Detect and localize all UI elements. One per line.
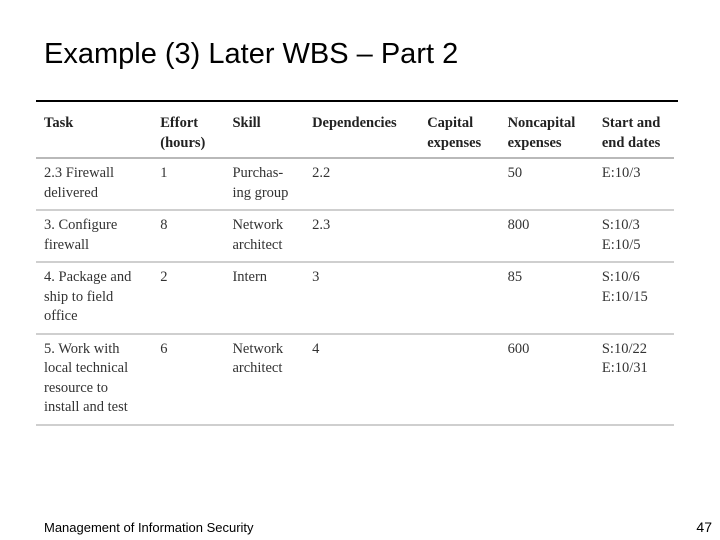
- cell-task: [36, 158, 152, 210]
- task-line: ship to field: [44, 288, 114, 305]
- skill-line: ing group: [232, 184, 289, 201]
- header-noncapital-line: expenses: [507, 134, 562, 151]
- header-task: [36, 109, 152, 158]
- table-header-row: [36, 109, 674, 158]
- page-number: 47: [696, 519, 712, 535]
- header-dependencies: [304, 109, 419, 158]
- skill-line: Purchas-: [232, 165, 284, 181]
- dates-line: S:10/3: [601, 217, 640, 233]
- cell-capital: [419, 210, 499, 262]
- cell-capital: [419, 262, 499, 334]
- cell-effort: 1: [152, 158, 224, 210]
- task-line: office: [44, 308, 78, 324]
- skill-line: Network: [232, 217, 284, 233]
- skill-line: architect: [232, 360, 283, 376]
- header-dates-line: end dates: [601, 134, 661, 151]
- table-row: [36, 158, 674, 210]
- header-skill-line: Skill: [232, 115, 261, 131]
- cell-noncapital: 600: [500, 334, 594, 425]
- skill-line: architect: [232, 236, 283, 253]
- task-line: install and test: [44, 399, 128, 415]
- task-line: resource to: [44, 379, 109, 396]
- header-capital-line: expenses: [427, 134, 482, 151]
- cell-dates: [594, 262, 674, 334]
- cell-dates: [594, 158, 674, 210]
- header-effort-line: Effort: [160, 115, 199, 131]
- task-line: 2.3 Firewall: [44, 165, 115, 181]
- cell-noncapital: 85: [500, 262, 594, 334]
- cell-dates: [594, 210, 674, 262]
- header-capital-line: Capital: [427, 115, 474, 131]
- header-dates-line: Start and: [601, 115, 661, 131]
- wbs-table: [36, 109, 674, 426]
- dates-line: E:10/5: [601, 236, 641, 253]
- cell-effort: 8: [152, 210, 224, 262]
- task-line: 4. Package and: [44, 269, 132, 285]
- cell-dates: [594, 334, 674, 425]
- skill-line: Network: [232, 340, 284, 357]
- cell-effort: 6: [152, 334, 224, 425]
- cell-capital: [419, 334, 499, 425]
- cell-dependencies: 4: [304, 334, 419, 425]
- cell-skill: [224, 210, 304, 262]
- task-line: 3. Configure: [44, 217, 118, 233]
- skill-line: Intern: [232, 269, 268, 285]
- cell-skill: [224, 158, 304, 210]
- task-line: 5. Work with: [44, 340, 120, 357]
- cell-task: [36, 334, 152, 425]
- header-dependencies-line: Dependencies: [312, 115, 397, 131]
- cell-dependencies: 2.2: [304, 158, 419, 210]
- dates-line: E:10/3: [601, 165, 641, 181]
- header-effort-line: (hours): [160, 134, 206, 151]
- cell-task: [36, 210, 152, 262]
- header-effort: [152, 109, 224, 158]
- cell-dependencies: 2.3: [304, 210, 419, 262]
- cell-noncapital: 50: [500, 158, 594, 210]
- table-row: [36, 210, 674, 262]
- header-noncapital-line: Noncapital: [507, 115, 576, 131]
- table-row: [36, 262, 674, 334]
- cell-task: [36, 262, 152, 334]
- slide-title: Example (3) Later WBS – Part 2: [44, 38, 459, 70]
- dates-line: E:10/15: [601, 288, 648, 305]
- dates-line: E:10/31: [601, 360, 648, 376]
- footer-text: Management of Information Security: [44, 520, 254, 535]
- header-capital-expenses: [419, 109, 499, 158]
- title-divider: [36, 100, 678, 102]
- task-line: local technical: [44, 360, 129, 376]
- cell-noncapital: 800: [500, 210, 594, 262]
- cell-dependencies: 3: [304, 262, 419, 334]
- dates-line: S:10/6: [601, 269, 640, 285]
- header-start-end-dates: [594, 109, 674, 158]
- dates-line: S:10/22: [601, 340, 647, 357]
- cell-capital: [419, 158, 499, 210]
- task-line: firewall: [44, 236, 90, 253]
- cell-effort: 2: [152, 262, 224, 334]
- task-line: delivered: [44, 184, 98, 201]
- header-noncapital-expenses: [500, 109, 594, 158]
- header-skill: [224, 109, 304, 158]
- cell-skill: [224, 334, 304, 425]
- header-task-line: Task: [44, 115, 74, 131]
- table-row: [36, 334, 674, 425]
- cell-skill: [224, 262, 304, 334]
